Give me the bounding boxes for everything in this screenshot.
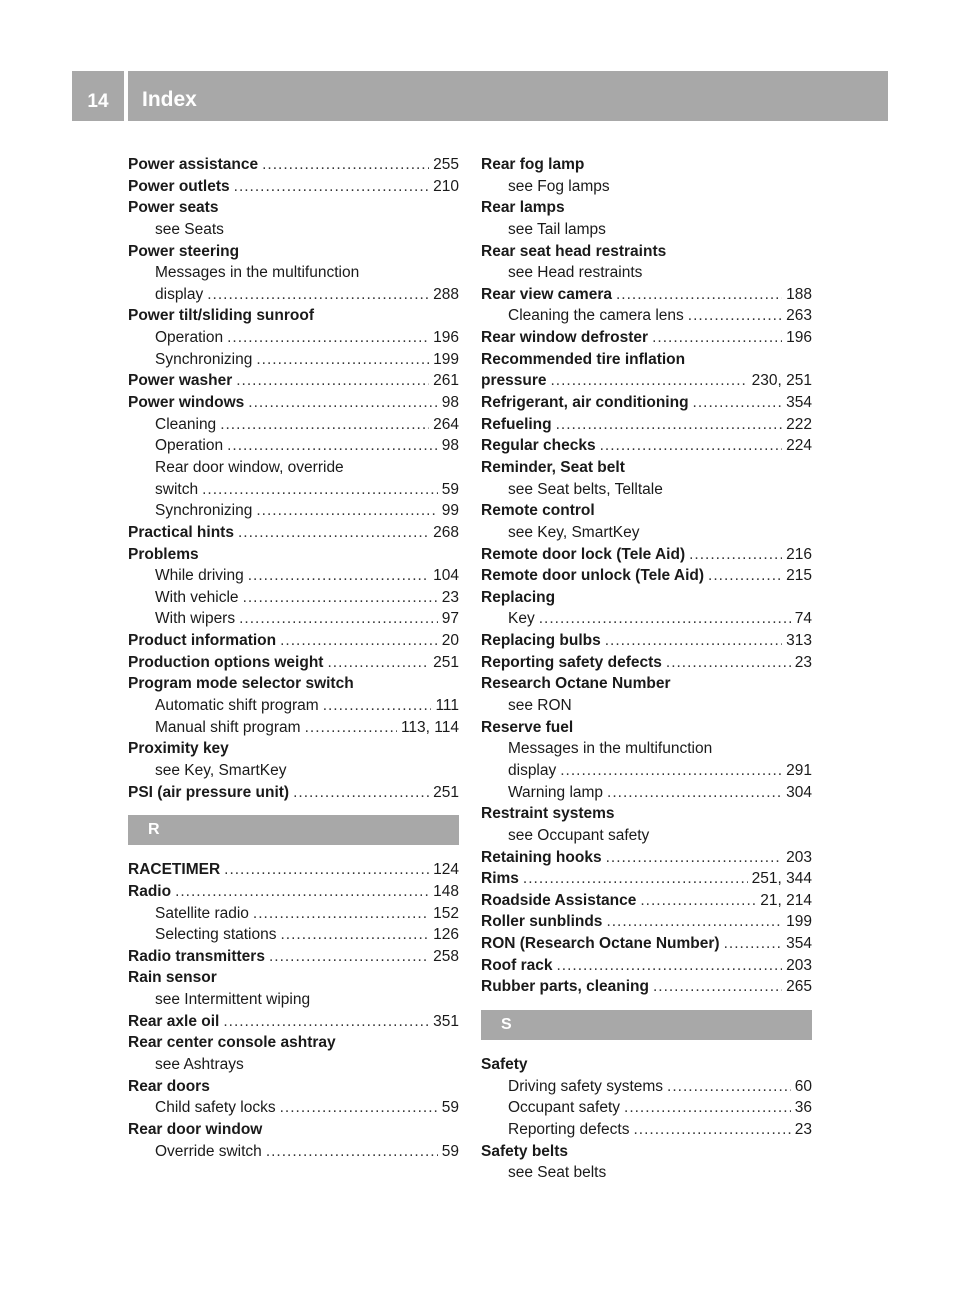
entry-term: Replacing bulbs bbox=[481, 632, 601, 650]
entry-term: Reporting safety defects bbox=[481, 653, 662, 671]
entry-term: Rear lamps bbox=[481, 199, 565, 217]
index-entry bbox=[481, 630, 812, 652]
leader-dots bbox=[653, 976, 782, 998]
leader-dots bbox=[280, 630, 438, 652]
index-subentry bbox=[128, 435, 459, 457]
index-entry bbox=[128, 1032, 459, 1054]
index-subentry bbox=[128, 924, 459, 946]
entry-term: Safety belts bbox=[481, 1142, 569, 1160]
index-subentry bbox=[128, 608, 459, 630]
entry-term: see Key, SmartKey bbox=[155, 761, 287, 779]
page-reference[interactable]: 113, 114 bbox=[400, 718, 459, 736]
page-title: Index bbox=[142, 88, 197, 111]
leader-dots bbox=[256, 349, 429, 371]
entry-term: Messages in the multifunction bbox=[508, 740, 713, 758]
entry-term: Product information bbox=[128, 632, 277, 650]
entry-term: Driving safety systems bbox=[508, 1077, 664, 1095]
page-reference[interactable]: 251, 344 bbox=[751, 870, 812, 888]
index-entry bbox=[128, 673, 459, 695]
entry-term: Occupant safety bbox=[508, 1099, 621, 1117]
entry-term: Rear seat head restraints bbox=[481, 242, 667, 260]
leader-dots bbox=[606, 847, 783, 869]
index-entry bbox=[481, 652, 812, 674]
leader-dots bbox=[262, 154, 429, 176]
section-header-r: R bbox=[128, 815, 459, 845]
entry-term: Power windows bbox=[128, 394, 245, 412]
page-reference[interactable]: 251 bbox=[433, 653, 459, 671]
leader-dots bbox=[327, 652, 429, 674]
index-subentry bbox=[481, 1076, 812, 1098]
entry-term: With vehicle bbox=[155, 588, 239, 606]
index-entry bbox=[128, 738, 459, 760]
index-entry bbox=[481, 565, 812, 587]
leader-dots bbox=[724, 933, 783, 955]
index-entry bbox=[128, 967, 459, 989]
leader-dots bbox=[239, 608, 438, 630]
leader-dots bbox=[556, 414, 783, 436]
index-subentry bbox=[481, 1119, 812, 1141]
index-entry bbox=[128, 881, 459, 903]
page-reference[interactable]: 152 bbox=[433, 904, 459, 922]
page-reference[interactable]: 188 bbox=[786, 285, 812, 303]
index-entry bbox=[481, 284, 812, 306]
page-reference[interactable]: 264 bbox=[433, 415, 459, 433]
index-entry bbox=[481, 1054, 812, 1076]
leader-dots bbox=[605, 630, 782, 652]
index-entry bbox=[128, 946, 459, 968]
entry-term: Warning lamp bbox=[508, 783, 604, 801]
entry-term: Cleaning the camera lens bbox=[508, 307, 684, 325]
page-reference[interactable]: 196 bbox=[786, 329, 812, 347]
entry-term: Rims bbox=[481, 870, 519, 888]
index-entry bbox=[128, 370, 459, 392]
entry-term: Problems bbox=[128, 545, 199, 563]
entry-term: Refrigerant, air conditioning bbox=[481, 394, 689, 412]
index-subentry bbox=[481, 522, 812, 544]
leader-dots bbox=[243, 587, 438, 609]
page-reference[interactable]: 21, 214 bbox=[760, 891, 812, 909]
entry-term: pressure bbox=[481, 372, 547, 390]
leader-dots bbox=[323, 695, 432, 717]
leader-dots bbox=[550, 370, 747, 392]
entry-term: Remote door lock (Tele Aid) bbox=[481, 545, 686, 563]
page-reference[interactable]: 263 bbox=[786, 307, 812, 325]
page-reference[interactable]: 97 bbox=[441, 610, 459, 628]
index-entry bbox=[481, 500, 812, 522]
index-entry bbox=[481, 414, 812, 436]
index-entry bbox=[481, 349, 812, 371]
index-subentry bbox=[481, 1097, 812, 1119]
entry-term: PSI (air pressure unit) bbox=[128, 783, 290, 801]
page-reference[interactable]: 313 bbox=[786, 632, 812, 650]
index-entry bbox=[481, 587, 812, 609]
leader-dots bbox=[266, 1141, 438, 1163]
entry-term: Rear door window bbox=[128, 1120, 263, 1138]
entry-term: see Key, SmartKey bbox=[508, 523, 640, 541]
page-reference[interactable]: 59 bbox=[441, 1142, 459, 1160]
leader-dots bbox=[227, 327, 429, 349]
leader-dots bbox=[693, 392, 783, 414]
entry-term: Automatic shift program bbox=[155, 697, 319, 715]
page-reference[interactable]: 124 bbox=[433, 861, 459, 879]
entry-term: RACETIMER bbox=[128, 861, 221, 879]
index-subentry bbox=[481, 738, 812, 760]
entry-term: see Ashtrays bbox=[155, 1055, 244, 1073]
index-entry bbox=[128, 197, 459, 219]
entry-term: Rear doors bbox=[128, 1077, 210, 1095]
index-subentry bbox=[128, 284, 459, 306]
index-entry bbox=[128, 630, 459, 652]
index-subentry bbox=[128, 717, 459, 739]
leader-dots bbox=[606, 911, 782, 933]
entry-term: Practical hints bbox=[128, 523, 234, 541]
page-reference[interactable]: 23 bbox=[794, 1120, 812, 1138]
entry-term: Power assistance bbox=[128, 156, 259, 173]
page-reference[interactable]: 261 bbox=[433, 372, 459, 390]
page-reference[interactable]: 104 bbox=[433, 567, 459, 585]
page-reference[interactable]: 59 bbox=[441, 1099, 459, 1117]
section-header-s: S bbox=[481, 1010, 812, 1040]
index-entry bbox=[128, 859, 459, 881]
page-reference[interactable]: 258 bbox=[433, 947, 459, 965]
entry-term: Key bbox=[508, 610, 535, 628]
entry-term: Remote door unlock (Tele Aid) bbox=[481, 567, 705, 585]
leader-dots bbox=[616, 284, 782, 306]
entry-term: Rear window defroster bbox=[481, 329, 649, 347]
entry-term: see Tail lamps bbox=[508, 220, 606, 238]
entry-term: Reminder, Seat belt bbox=[481, 458, 625, 476]
entry-term: Remote control bbox=[481, 502, 595, 520]
entry-term: Refueling bbox=[481, 415, 552, 433]
entry-term: Selecting stations bbox=[155, 926, 277, 944]
leader-dots bbox=[523, 868, 748, 890]
leader-dots bbox=[207, 284, 429, 306]
leader-dots bbox=[557, 955, 783, 977]
page-reference[interactable]: 60 bbox=[794, 1077, 812, 1095]
entry-term: Proximity key bbox=[128, 740, 229, 758]
entry-term: Rear center console ashtray bbox=[128, 1034, 336, 1052]
entry-term: Roof rack bbox=[481, 956, 553, 974]
index-entry bbox=[481, 370, 812, 392]
header-divider bbox=[124, 71, 128, 121]
index-entry bbox=[128, 1011, 459, 1033]
index-subentry bbox=[128, 500, 459, 522]
entry-term: Power outlets bbox=[128, 177, 230, 195]
index-column-left bbox=[128, 154, 459, 1162]
leader-dots bbox=[227, 435, 438, 457]
page-reference[interactable]: 230, 251 bbox=[751, 372, 812, 390]
index-entry bbox=[128, 544, 459, 566]
index-subentry bbox=[481, 695, 812, 717]
index-subentry bbox=[128, 989, 459, 1011]
leader-dots bbox=[689, 544, 782, 566]
index-entry bbox=[481, 197, 812, 219]
index-entry bbox=[481, 392, 812, 414]
leader-dots bbox=[600, 435, 783, 457]
entry-term: Manual shift program bbox=[155, 718, 301, 736]
index-subentry bbox=[128, 587, 459, 609]
page-reference[interactable]: 291 bbox=[786, 761, 812, 779]
index-subentry bbox=[481, 479, 812, 501]
page-reference[interactable]: 199 bbox=[433, 350, 459, 368]
leader-dots bbox=[652, 327, 782, 349]
index-entry bbox=[481, 544, 812, 566]
index-subentry bbox=[128, 262, 459, 284]
entry-term: Rear axle oil bbox=[128, 1012, 220, 1030]
index-subentry bbox=[481, 305, 812, 327]
entry-term: Production options weight bbox=[128, 653, 324, 671]
index-entry bbox=[481, 803, 812, 825]
entry-term: Rear fog lamp bbox=[481, 156, 585, 173]
leader-dots bbox=[248, 392, 437, 414]
entry-term: see Head restraints bbox=[508, 264, 643, 282]
index-entry bbox=[481, 976, 812, 998]
index-subentry bbox=[128, 565, 459, 587]
index-subentry bbox=[128, 457, 459, 479]
index-subentry bbox=[128, 327, 459, 349]
leader-dots bbox=[539, 608, 791, 630]
entry-term: Regular checks bbox=[481, 437, 596, 455]
page-reference[interactable]: 251 bbox=[433, 783, 459, 801]
entry-term: switch bbox=[155, 480, 199, 498]
index-entry bbox=[128, 305, 459, 327]
leader-dots bbox=[667, 1076, 791, 1098]
entry-term: see Occupant safety bbox=[508, 826, 650, 844]
leader-dots bbox=[293, 782, 429, 804]
page-reference[interactable]: 36 bbox=[794, 1099, 812, 1117]
index-entry bbox=[481, 933, 812, 955]
index-entry bbox=[481, 1141, 812, 1163]
entry-term: With wipers bbox=[155, 610, 236, 628]
page-reference[interactable]: 210 bbox=[433, 177, 459, 195]
index-subentry bbox=[481, 760, 812, 782]
page-number: 14 bbox=[87, 91, 109, 112]
page-reference[interactable]: 354 bbox=[786, 394, 812, 412]
index-entry bbox=[128, 522, 459, 544]
leader-dots bbox=[248, 565, 429, 587]
index-entry bbox=[128, 1119, 459, 1141]
entry-term: see Fog lamps bbox=[508, 177, 610, 195]
entry-term: Override switch bbox=[155, 1142, 262, 1160]
index-entry bbox=[481, 717, 812, 739]
index-subentry bbox=[128, 695, 459, 717]
index-entry bbox=[128, 154, 459, 176]
page-reference[interactable]: 215 bbox=[786, 567, 812, 585]
index-column-right bbox=[481, 154, 812, 1184]
entry-term: Power steering bbox=[128, 242, 240, 260]
page-reference[interactable]: 59 bbox=[441, 480, 459, 498]
index-subentry bbox=[128, 903, 459, 925]
leader-dots bbox=[634, 1119, 791, 1141]
entry-term: see Seats bbox=[155, 220, 224, 238]
page-reference[interactable]: 222 bbox=[786, 415, 812, 433]
entry-term: Roadside Assistance bbox=[481, 891, 637, 909]
leader-dots bbox=[666, 652, 791, 674]
entry-term: Radio transmitters bbox=[128, 947, 265, 965]
index-subentry bbox=[128, 414, 459, 436]
page-reference[interactable]: 304 bbox=[786, 783, 812, 801]
index-entry bbox=[481, 868, 812, 890]
index-entry bbox=[481, 327, 812, 349]
entry-term: Satellite radio bbox=[155, 904, 249, 922]
index-entry bbox=[481, 890, 812, 912]
leader-dots bbox=[624, 1097, 791, 1119]
page-reference[interactable]: 265 bbox=[786, 978, 812, 996]
index-subentry bbox=[128, 1054, 459, 1076]
index-subentry bbox=[128, 479, 459, 501]
page-reference[interactable]: 98 bbox=[441, 394, 459, 412]
entry-term: Power seats bbox=[128, 199, 219, 217]
leader-dots bbox=[234, 176, 429, 198]
entry-term: see Seat belts, Telltale bbox=[508, 480, 663, 498]
leader-dots bbox=[708, 565, 782, 587]
entry-term: Reserve fuel bbox=[481, 718, 574, 736]
leader-dots bbox=[256, 500, 437, 522]
index-entry bbox=[481, 911, 812, 933]
entry-term: Power washer bbox=[128, 372, 233, 390]
page-reference[interactable]: 20 bbox=[441, 632, 459, 650]
index-entry bbox=[128, 782, 459, 804]
page-reference[interactable]: 74 bbox=[794, 610, 812, 628]
entry-term: Rear view camera bbox=[481, 285, 612, 303]
index-entry bbox=[128, 392, 459, 414]
index-entry bbox=[481, 154, 812, 176]
page-reference[interactable]: 224 bbox=[786, 437, 812, 455]
entry-term: Operation bbox=[155, 329, 224, 347]
entry-term: Retaining hooks bbox=[481, 848, 602, 866]
page-reference[interactable]: 111 bbox=[435, 697, 459, 715]
leader-dots bbox=[223, 1011, 429, 1033]
page-reference[interactable]: 203 bbox=[786, 848, 812, 866]
index-entry bbox=[128, 176, 459, 198]
index-subentry bbox=[128, 1097, 459, 1119]
index-subentry bbox=[481, 782, 812, 804]
leader-dots bbox=[607, 782, 782, 804]
page-reference[interactable]: 268 bbox=[433, 523, 459, 541]
index-entry bbox=[128, 1076, 459, 1098]
leader-dots bbox=[269, 946, 429, 968]
index-subentry bbox=[481, 262, 812, 284]
page-reference[interactable]: 196 bbox=[433, 329, 459, 347]
index-subentry bbox=[128, 760, 459, 782]
leader-dots bbox=[175, 881, 429, 903]
entry-term: Restraint systems bbox=[481, 805, 615, 823]
leader-dots bbox=[560, 760, 782, 782]
leader-dots bbox=[640, 890, 756, 912]
entry-term: see Seat belts bbox=[508, 1164, 607, 1182]
leader-dots bbox=[238, 522, 429, 544]
entry-term: Rain sensor bbox=[128, 969, 217, 987]
entry-term: see Intermittent wiping bbox=[155, 991, 311, 1009]
page-reference[interactable]: 23 bbox=[794, 653, 812, 671]
index-subentry bbox=[128, 1141, 459, 1163]
index-entry bbox=[481, 955, 812, 977]
entry-term: Cleaning bbox=[155, 415, 217, 433]
index-subentry bbox=[481, 1162, 812, 1184]
leader-dots bbox=[224, 859, 429, 881]
entry-term: Operation bbox=[155, 437, 224, 455]
index-subentry bbox=[481, 608, 812, 630]
index-entry bbox=[481, 847, 812, 869]
entry-term: Child safety locks bbox=[155, 1099, 276, 1117]
entry-term: Power tilt/sliding sunroof bbox=[128, 307, 314, 325]
page-reference[interactable]: 126 bbox=[433, 926, 459, 944]
leader-dots bbox=[280, 1097, 438, 1119]
entry-term: Roller sunblinds bbox=[481, 913, 603, 931]
page-reference[interactable]: 99 bbox=[441, 502, 459, 520]
page-reference[interactable]: 23 bbox=[441, 588, 459, 606]
leader-dots bbox=[202, 479, 438, 501]
index-entry bbox=[481, 435, 812, 457]
index-subentry bbox=[481, 825, 812, 847]
index-entry bbox=[481, 241, 812, 263]
index-subentry bbox=[481, 176, 812, 198]
entry-term: RON (Research Octane Number) bbox=[481, 935, 720, 953]
leader-dots bbox=[688, 305, 782, 327]
page-reference[interactable]: 354 bbox=[786, 935, 812, 953]
leader-dots bbox=[281, 924, 430, 946]
entry-term: Reporting defects bbox=[508, 1120, 630, 1138]
entry-term: Recommended tire inflation bbox=[481, 350, 686, 368]
entry-term: display bbox=[155, 285, 204, 303]
entry-term: Program mode selector switch bbox=[128, 675, 354, 693]
entry-term: see RON bbox=[508, 697, 572, 715]
index-subentry bbox=[481, 219, 812, 241]
page-reference[interactable]: 203 bbox=[786, 956, 812, 974]
page-reference[interactable]: 288 bbox=[433, 285, 459, 303]
entry-term: Radio bbox=[128, 882, 172, 900]
entry-term: Replacing bbox=[481, 588, 556, 606]
page-reference[interactable]: 148 bbox=[433, 882, 459, 900]
entry-term: Safety bbox=[481, 1055, 528, 1073]
entry-term: Rubber parts, cleaning bbox=[481, 978, 649, 996]
leader-dots bbox=[305, 717, 397, 739]
entry-term: Research Octane Number bbox=[481, 675, 671, 693]
index-subentry bbox=[128, 349, 459, 371]
entry-term: Synchronizing bbox=[155, 350, 253, 368]
entry-term: display bbox=[508, 761, 557, 779]
page-reference[interactable]: 351 bbox=[433, 1012, 459, 1030]
page-header bbox=[72, 71, 888, 121]
page-reference[interactable]: 199 bbox=[786, 913, 812, 931]
entry-term: Messages in the multifunction bbox=[155, 264, 360, 282]
leader-dots bbox=[220, 414, 429, 436]
index-subentry bbox=[128, 219, 459, 241]
index-entry bbox=[481, 457, 812, 479]
page-reference[interactable]: 255 bbox=[433, 156, 459, 173]
leader-dots bbox=[253, 903, 429, 925]
entry-term: Rear door window, override bbox=[155, 458, 344, 476]
entry-term: Synchronizing bbox=[155, 502, 253, 520]
page-reference[interactable]: 216 bbox=[786, 545, 812, 563]
entry-term: While driving bbox=[155, 567, 244, 585]
index-entry bbox=[128, 652, 459, 674]
page-reference[interactable]: 98 bbox=[441, 437, 459, 455]
leader-dots bbox=[236, 370, 429, 392]
index-entry bbox=[481, 673, 812, 695]
index-entry bbox=[128, 241, 459, 263]
